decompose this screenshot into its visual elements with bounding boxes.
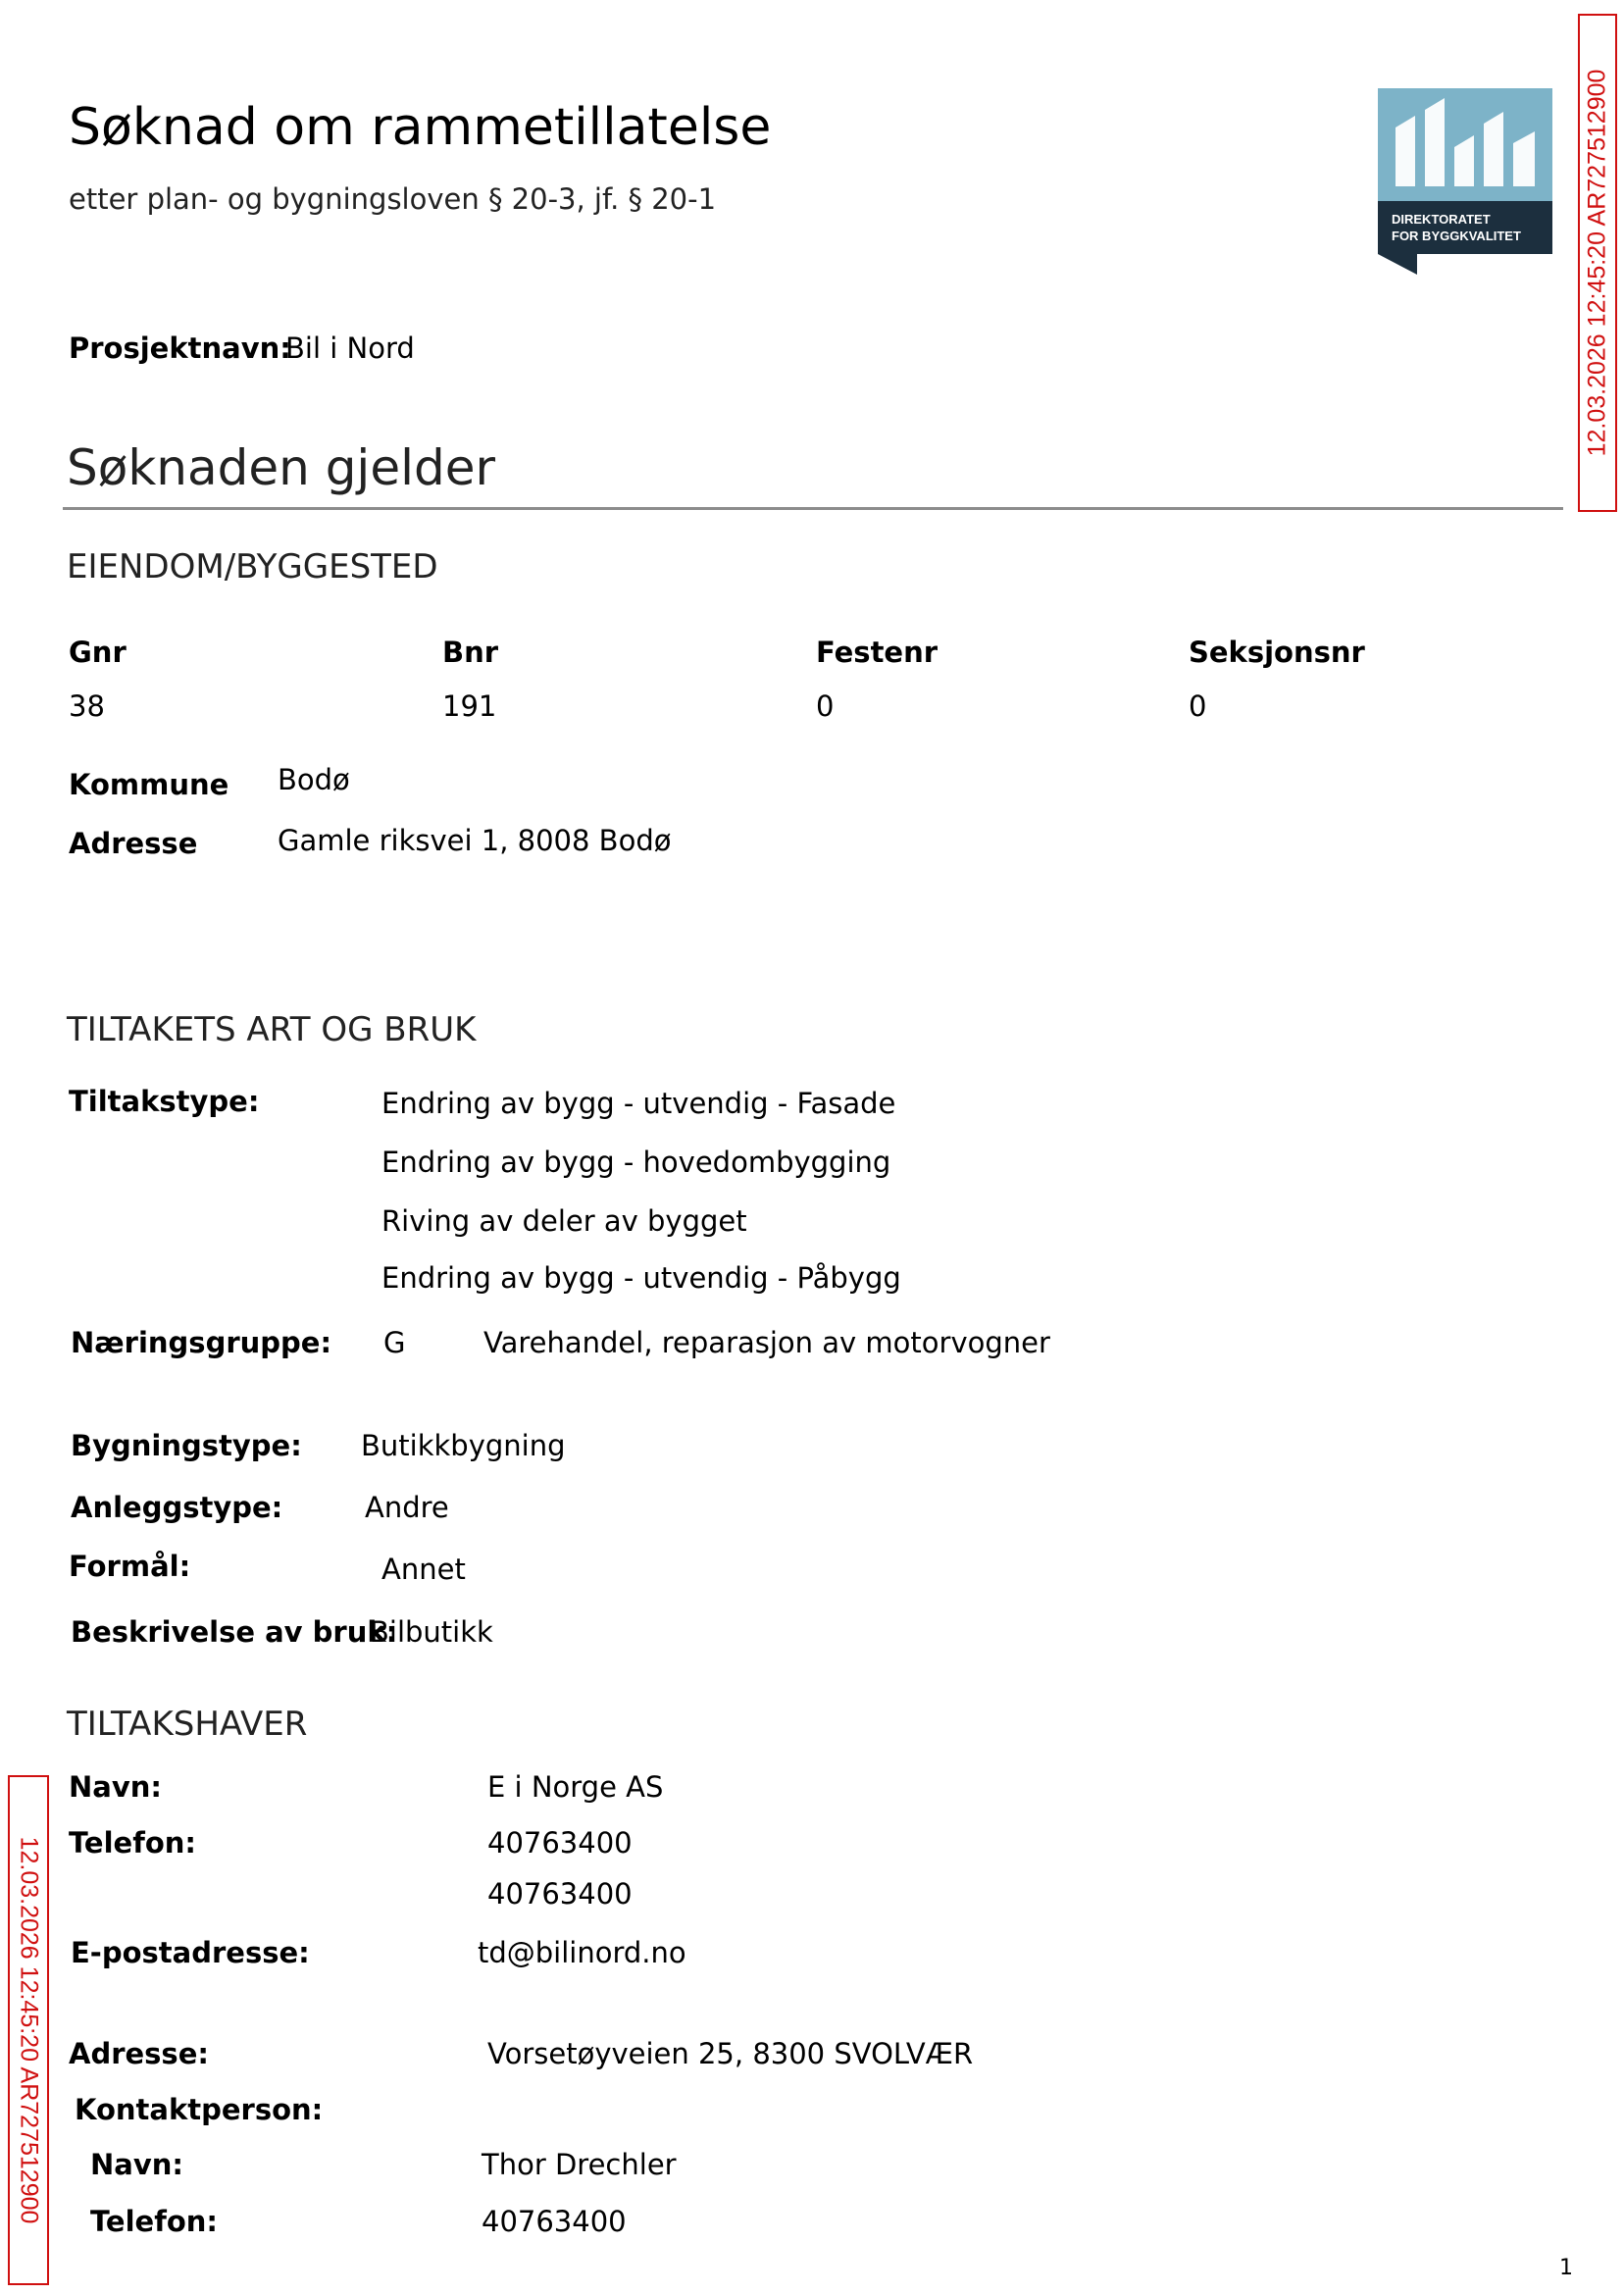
building-logo-icon [1378,88,1552,275]
formal-label: Formål: [69,1550,191,1583]
festenr-label: Festenr [816,636,939,669]
contact-name-value: Thor Drechler [482,2148,677,2181]
contact-phone-label: Telefon: [90,2205,218,2238]
receipt-stamp-left [8,1775,49,2285]
beskrivelse-value: Bilbutikk [370,1615,493,1649]
naeringsgruppe-value: Varehandel, reparasjon av motorvogner [483,1326,1050,1359]
anleggstype-value: Andre [365,1491,449,1524]
applies-heading: Søknaden gjelder [67,439,496,496]
naeringsgruppe-code: G [383,1326,406,1359]
dibk-logo [1378,88,1552,275]
festenr-value: 0 [816,689,835,723]
kommune-label: Kommune [69,768,229,801]
page-number: 1 [1559,2256,1573,2280]
tiltakstype-item: Endring av bygg - hovedombygging [381,1146,891,1179]
owner-heading: TILTAKSHAVER [67,1705,308,1744]
project-name-value: Bil i Nord [285,331,415,365]
owner-name-value: E i Norge AS [487,1770,664,1804]
beskrivelse-label: Beskrivelse av bruk: [71,1615,398,1649]
project-name-label: Prosjektnavn: [69,331,291,365]
gnr-label: Gnr [69,636,127,669]
owner-phone-value: 40763400 [487,1826,633,1860]
property-heading: EIENDOM/BYGGESTED [67,547,438,586]
section-divider [63,507,1563,510]
bnr-label: Bnr [442,636,499,669]
adresse-label: Adresse [69,827,198,860]
naeringsgruppe-label: Næringsgruppe: [71,1326,332,1359]
seksjonsnr-label: Seksjonsnr [1189,636,1365,669]
owner-email-value: td@bilinord.no [478,1936,686,1969]
contact-label: Kontaktperson: [75,2093,324,2126]
owner-phone-label: Telefon: [69,1826,196,1860]
bygningstype-value: Butikkbygning [361,1429,566,1462]
contact-phone-value: 40763400 [482,2205,627,2238]
bygningstype-label: Bygningstype: [71,1429,302,1462]
formal-value: Annet [381,1553,466,1586]
page-subtitle: etter plan- og bygningsloven § 20-3, jf. § 20-1 [69,182,717,216]
owner-phone-value: 40763400 [487,1877,633,1911]
logo-text-2: FOR BYGGKVALITET [1392,229,1521,243]
receipt-stamp-text: 12.03.2026 12:45:20 AR727512900 [1583,69,1611,457]
receipt-stamp-right [1578,14,1617,512]
owner-address-label: Adresse: [69,2037,209,2070]
tiltakstype-label: Tiltakstype: [69,1085,260,1118]
tiltakstype-item: Endring av bygg - utvendig - Fasade [381,1087,896,1120]
kommune-value: Bodø [278,763,350,796]
owner-name-label: Navn: [69,1770,162,1804]
bnr-value: 191 [442,689,497,723]
measure-heading: TILTAKETS ART OG BRUK [67,1010,477,1049]
adresse-value: Gamle riksvei 1, 8008 Bodø [278,824,672,857]
tiltakstype-item: Endring av bygg - utvendig - Påbygg [381,1261,901,1295]
logo-text-1: DIREKTORATET [1392,212,1491,227]
contact-name-label: Navn: [90,2148,183,2181]
anleggstype-label: Anleggstype: [71,1491,283,1524]
gnr-value: 38 [69,689,105,723]
owner-email-label: E-postadresse: [71,1936,310,1969]
page-title: Søknad om rammetillatelse [69,98,772,157]
seksjonsnr-value: 0 [1189,689,1207,723]
receipt-stamp-text: 12.03.2026 12:45:20 AR727512900 [15,1836,43,2224]
tiltakstype-item: Riving av deler av bygget [381,1204,747,1238]
owner-address-value: Vorsetøyveien 25, 8300 SVOLVÆR [487,2037,974,2070]
